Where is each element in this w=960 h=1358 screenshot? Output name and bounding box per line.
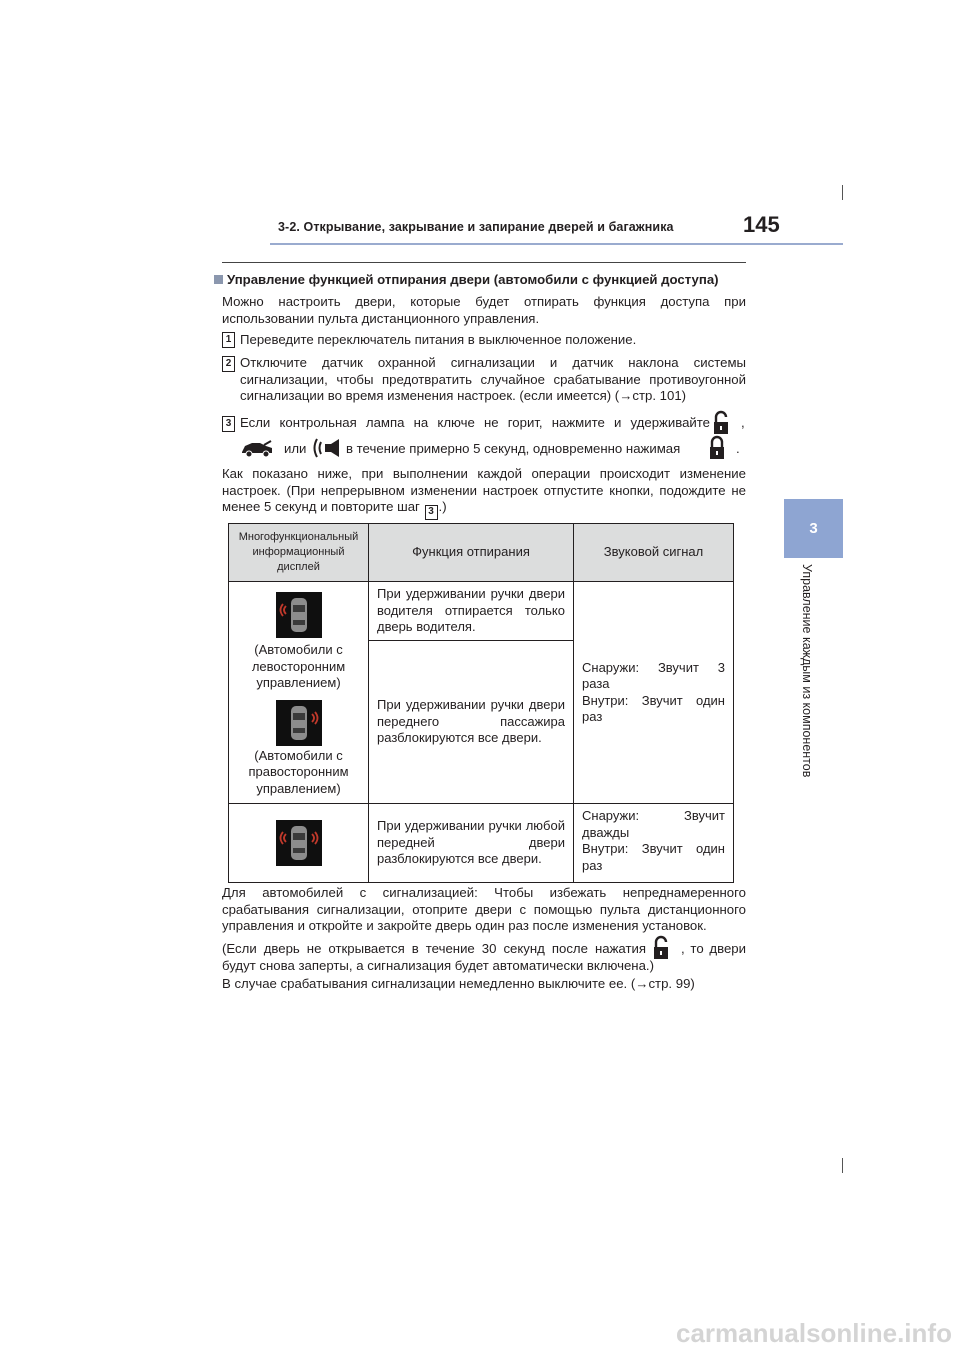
step-number: 3 [222, 416, 235, 432]
car-display-icon [276, 700, 322, 746]
step-text: Отключите датчик охранной сигнализации и датчик наклона системы сигнализации, чтобы предотвратить случайное срабатывание противоугонной сигнализации во время изменения настроек. (если имеется) (→стр. 101) [240, 355, 746, 403]
sound-cell: Снаружи: Звучит 3 раза Внутри: Звучит один раз [574, 582, 734, 804]
function-cell: При удерживании ручки двери водителя отпирается только дверь водителя. [369, 582, 574, 641]
chapter-tab[interactable]: 3 [784, 499, 843, 558]
step-text: Переведите переключатель питания в выключенное положение. [240, 332, 637, 347]
alarm-note: , то двери будут снова заперты, а сигнализация будет автоматически включена.) [222, 941, 746, 973]
function-cell: При удерживании ручки любой передней двери разблокируются все двери. [369, 804, 574, 883]
crop-mark [842, 1158, 843, 1173]
intro-paragraph: Можно настроить двери, которые будет отпирать функция доступа при использовании пульта дистанционного управления. [222, 294, 746, 326]
section-heading: Управление функцией отпирания двери (автомобили с функцией доступа) [214, 272, 719, 287]
alarm-note: В случае срабатывания сигнализации немедленно выключите ее. (→стр. 99) [222, 976, 695, 991]
column-header: Многофункциональный информационный дисплей [229, 524, 369, 582]
display-caption: (Автомобили с левосторонним управлением) [251, 642, 346, 690]
panic-horn-icon [311, 437, 343, 459]
car-display-icon [276, 592, 322, 638]
display-cell [229, 582, 369, 804]
unlock-key-icon [711, 410, 731, 436]
step-text: , [741, 415, 745, 430]
table-header-row [229, 524, 734, 582]
bullet-square-icon [214, 275, 223, 284]
step-text: в течение примерно 5 секунд, одновременно нажимая [346, 441, 681, 456]
function-cell: При удерживании ручки двери переднего пассажира разблокируются все двери. [369, 641, 574, 804]
table-row [229, 582, 734, 641]
lock-key-icon [707, 435, 727, 461]
step-text: Если контрольная лампа на ключе не горит, нажмите и удерживайте [240, 415, 710, 430]
watermark: carmanualsonline.info [676, 1318, 952, 1348]
step-number: 2 [222, 356, 235, 372]
step-text: . [736, 441, 740, 456]
step-number: 1 [222, 332, 235, 348]
step-text: или [284, 441, 307, 456]
car-trunk-icon [240, 440, 274, 458]
step-reference: 3 [425, 505, 438, 520]
alarm-note: (Если дверь не открывается в течение 30 секунд после нажатия [222, 941, 646, 956]
divider [222, 262, 746, 263]
section-title: 3-2. Открывание, закрывание и запирание дверей и багажника [278, 220, 674, 234]
crop-mark [842, 185, 843, 200]
column-header: Звуковой сигнал [574, 524, 734, 582]
chapter-label: Управление каждым из компонентов [800, 564, 814, 778]
alarm-note: Для автомобилей с сигнализацией: Чтобы избежать непреднамеренного срабатывания сигнализации, отоприте двери с помощью пульта дистанционного управления и откройте и закройте дверь один раз после изменения установок. [222, 885, 746, 933]
display-cell [229, 804, 369, 883]
after-steps-paragraph: Как показано ниже, при выполнении каждой операции происходит изменение настроек. (При непрерывном изменении настроек отпустите кнопки, подождите не менее 5 секунд и повторите шаг 3 .) [222, 466, 746, 520]
car-display-icon [276, 820, 322, 866]
page-number: 145 [743, 212, 780, 237]
header-rule [270, 243, 843, 245]
table-row [229, 804, 734, 883]
display-caption: (Автомобили с правосторонним управлением) [248, 747, 349, 796]
settings-table [228, 523, 734, 883]
sound-cell: Снаружи: Звучит дважды Внутри: Звучит один раз [574, 804, 734, 883]
column-header: Функция отпирания [369, 524, 574, 582]
